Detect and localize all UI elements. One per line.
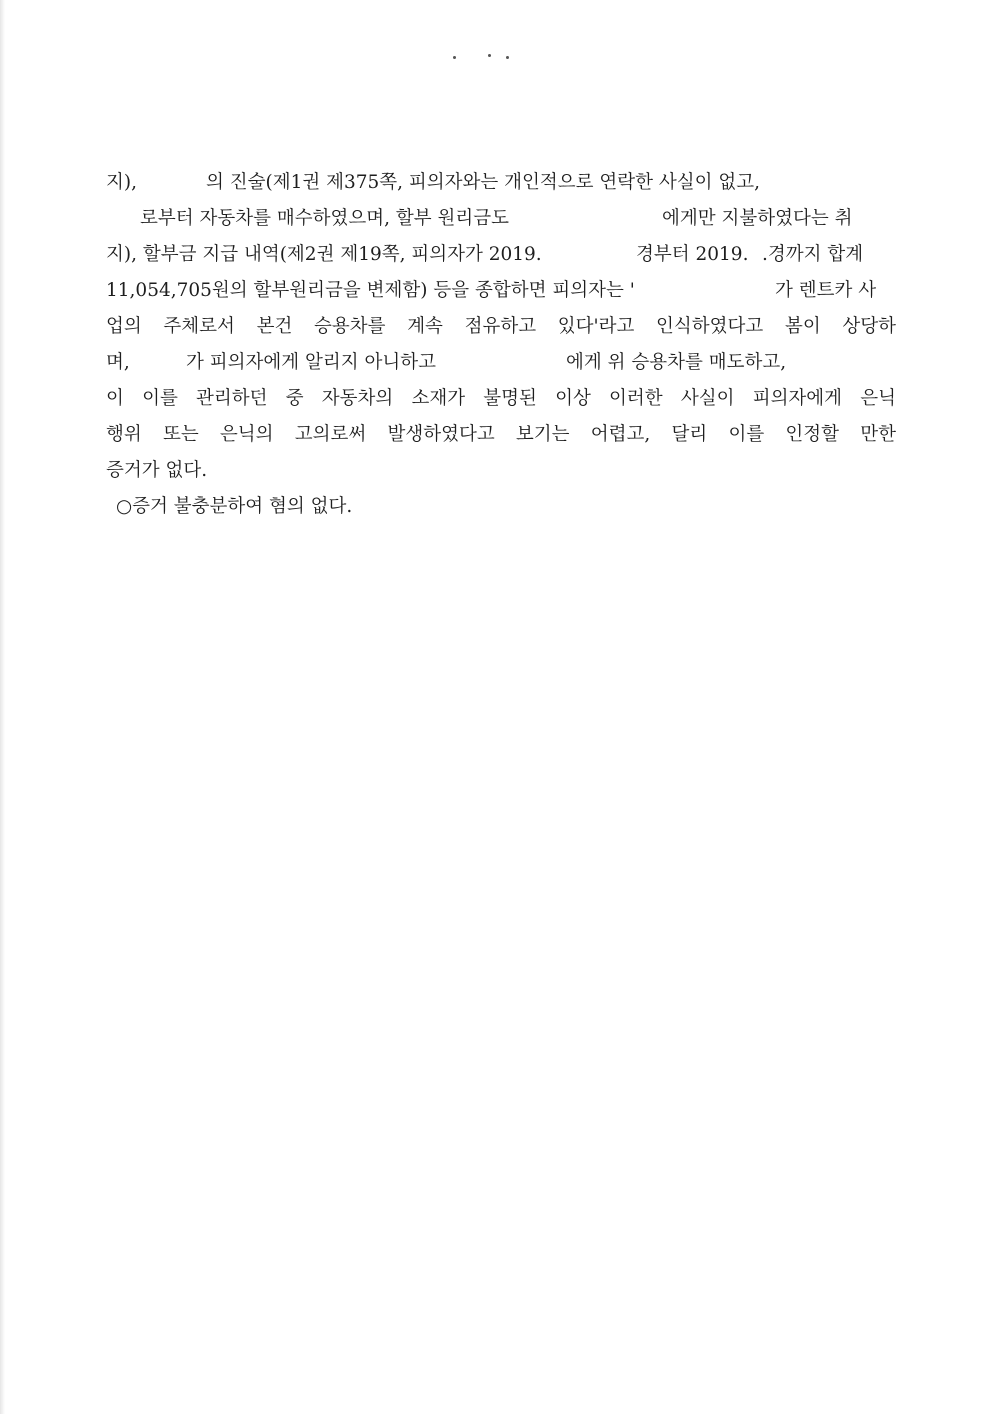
text-line-6 <box>106 345 896 381</box>
text-line-4 <box>106 273 896 309</box>
text-line-3 <box>106 237 896 273</box>
scan-speck <box>453 56 456 59</box>
text-line-8 <box>106 417 896 453</box>
text-segment: 행위 또는 은닉의 고의로써 발생하였다고 보기는 어렵고, 달리 이를 인정할 만한 <box>106 424 896 445</box>
text-segment: 로부터 자동차를 매수하였으며, 할부 원리금도 <box>140 208 509 229</box>
text-segment: 경부터 2019. <box>636 244 749 265</box>
text-segment: 에게 위 승용차를 매도하고, <box>566 352 787 373</box>
text-line-5 <box>106 309 896 345</box>
text-segment: 11,054,705원의 할부원리금을 변제함) 등을 종합하면 피의자는 ' <box>106 280 635 301</box>
text-line-9 <box>106 453 896 489</box>
scan-specks <box>445 52 525 64</box>
text-line-2 <box>106 201 896 237</box>
text-segment: 가 피의자에게 알리지 아니하고 <box>186 352 436 373</box>
scan-edge-shadow <box>0 0 5 1414</box>
text-line-7 <box>106 381 896 417</box>
text-line-1 <box>106 165 896 201</box>
conclusion-line <box>106 489 896 525</box>
text-segment: 의 진술(제1권 제375쪽, 피의자와는 개인적으로 연락한 사실이 없고, <box>206 172 761 193</box>
text-segment: 에게만 지불하였다는 취 <box>662 208 853 229</box>
text-segment: 이 이를 관리하던 중 자동차의 소재가 불명된 이상 이러한 사실이 피의자에게 은닉 <box>106 388 896 409</box>
text-segment: 증거가 없다. <box>106 460 208 481</box>
scan-speck <box>506 56 509 59</box>
text-segment: 지), 할부금 지급 내역(제2권 제19쪽, 피의자가 2019. <box>106 244 542 265</box>
text-segment: 며, <box>106 352 130 373</box>
text-segment: .경까지 합계 <box>762 244 864 265</box>
text-segment: 가 렌트카 사 <box>775 280 877 301</box>
text-segment: 업의 주체로서 본건 승용차를 계속 점유하고 있다'라고 인식하였다고 봄이 상당하 <box>106 316 896 337</box>
conclusion-text: ○증거 불충분하여 혐의 없다. <box>116 496 353 517</box>
scan-speck <box>488 54 491 57</box>
document-body <box>106 165 896 525</box>
text-segment: 지), <box>106 172 137 193</box>
